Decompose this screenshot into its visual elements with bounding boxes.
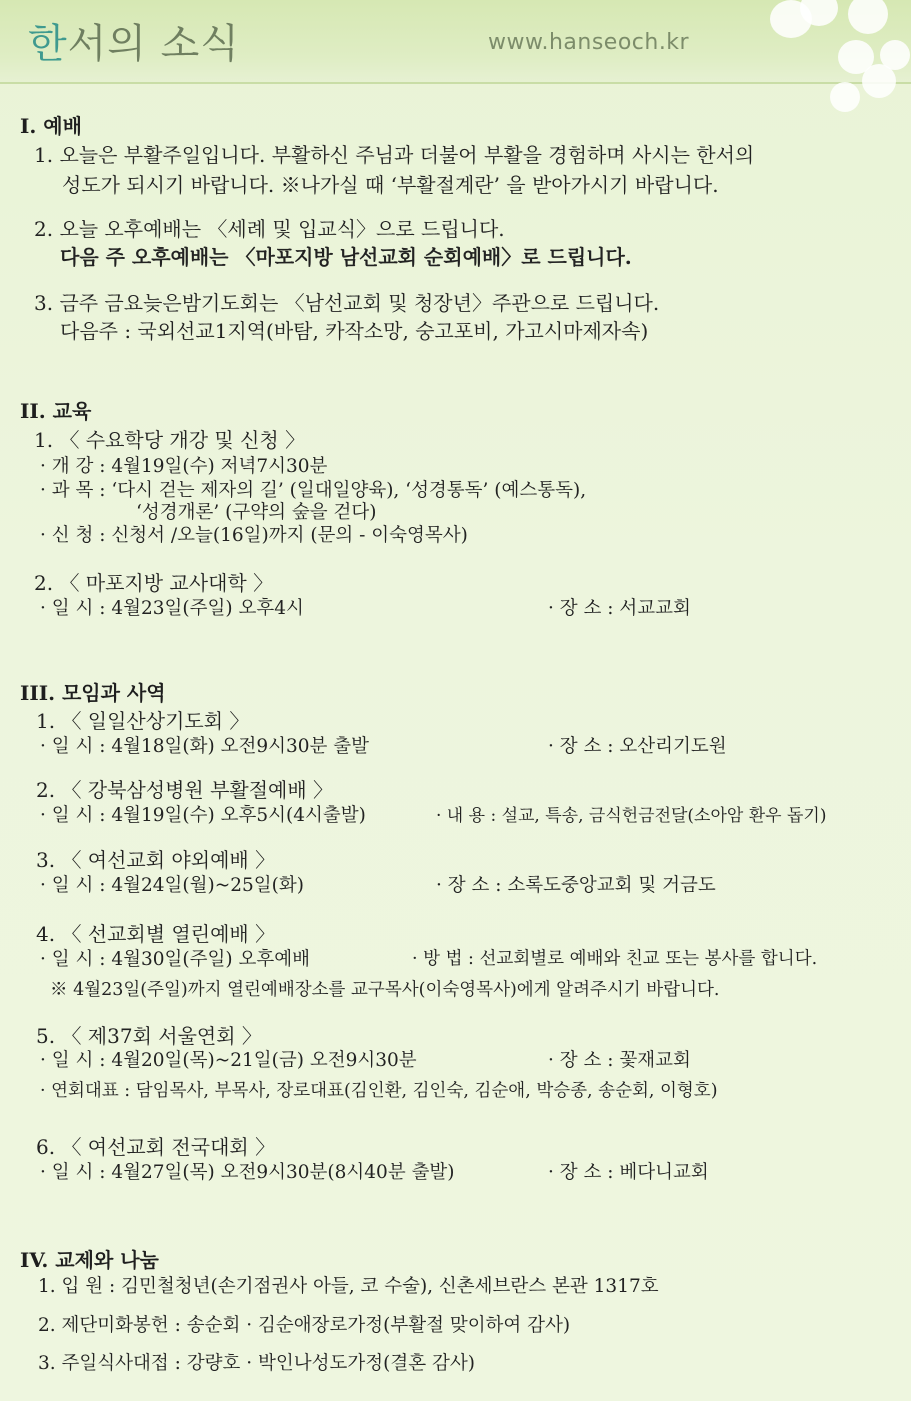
meeting-item-1-title: 1. 〈 일일산상기도회 〉 — [36, 709, 250, 733]
section-title-fellowship: IV. 교제와 나눔 — [20, 1248, 159, 1272]
title-rest: 서의 소식 — [67, 21, 240, 67]
worship-item-1-line-1: 1. 오늘은 부활주일입니다. 부활하신 주님과 더불어 부활을 경험하며 사시는 한서의 — [34, 143, 755, 167]
education-item-1-subjects: · 과 목 : ‘다시 걷는 제자의 길’ (일대일양육), ‘성경통독’ (예스통독), — [40, 480, 587, 501]
meeting-item-1-date: · 일 시 : 4월18일(화) 오전9시30분 출발 — [40, 736, 370, 757]
education-item-2-date: · 일 시 : 4월23일(주일) 오후4시 — [40, 598, 304, 619]
worship-item-2-line-2: 다음 주 오후예배는 〈마포지방 남선교회 순회예배〉로 드립니다. — [60, 245, 632, 269]
meeting-item-2-title: 2. 〈 강북삼성병원 부활절예배 〉 — [36, 778, 334, 802]
meeting-item-4-note: ※ 4월23일(주일)까지 열린예배장소를 교구목사(이숙영목사)에게 알려주시기 바랍니다. — [50, 980, 720, 1000]
worship-item-2-line-1: 2. 오늘 오후예배는 〈세례 및 입교식〉으로 드립니다. — [34, 217, 505, 241]
education-item-1-apply: · 신 청 : 신청서 /오늘(16일)까지 (문의 - 이숙영목사) — [40, 525, 468, 546]
section-title-education: II. 교육 — [20, 399, 92, 423]
meeting-item-6-date: · 일 시 : 4월27일(목) 오전9시30분(8시40분 출발) — [40, 1162, 455, 1183]
meeting-item-4-method: · 방 법 : 선교회별로 예배와 친교 또는 봉사를 합니다. — [412, 949, 818, 969]
section-title-worship: I. 예배 — [20, 114, 82, 138]
education-item-1-date: · 개 강 : 4월19일(수) 저녁7시30분 — [40, 456, 328, 477]
fellowship-item-2: 2. 제단미화봉헌 : 송순회 · 김순애장로가정(부활절 맞이하여 감사) — [38, 1315, 571, 1336]
fellowship-item-1: 1. 입 원 : 김민철청년(손기점권사 아들, 코 수술), 신촌세브란스 본관 1317호 — [38, 1276, 659, 1297]
worship-item-3-line-2: 다음주 : 국외선교1지역(바탐, 카작소망, 숭고포비, 가고시마제자속) — [60, 319, 649, 343]
meeting-item-5-delegates: · 연회대표 : 담임목사, 부목사, 장로대표(김인환, 김인숙, 김순애, 박승종, 송순회, 이형호) — [40, 1081, 718, 1101]
meeting-item-4-date: · 일 시 : 4월30일(주일) 오후예배 — [40, 949, 310, 970]
education-item-1-subjects-cont: ‘성경개론’ (구약의 숲을 걷다) — [136, 502, 377, 523]
meeting-item-6-title: 6. 〈 여선교회 전국대회 〉 — [36, 1135, 276, 1159]
meeting-item-3-date: · 일 시 : 4월24일(월)~25일(화) — [40, 875, 304, 896]
meeting-item-5-title: 5. 〈 제37회 서울연회 〉 — [36, 1024, 262, 1048]
section-title-meetings: III. 모임과 사역 — [20, 681, 166, 705]
meeting-item-6-place: · 장 소 : 베다니교회 — [548, 1162, 709, 1183]
meeting-item-3-title: 3. 〈 여선교회 야외예배 〉 — [36, 848, 276, 872]
fellowship-item-3: 3. 주일식사대접 : 강량호 · 박인나성도가정(결혼 감사) — [38, 1353, 475, 1374]
meeting-item-4-title: 4. 〈 선교회별 열린예배 〉 — [36, 922, 276, 946]
website-url: www.hanseoch.kr — [488, 30, 690, 55]
meeting-item-5-date: · 일 시 : 4월20일(목)~21일(금) 오전9시30분 — [40, 1050, 417, 1071]
title-highlight: 한 — [28, 21, 68, 67]
worship-item-3-line-1: 3. 금주 금요늦은밤기도회는 〈남선교회 및 청장년〉주관으로 드립니다. — [34, 291, 660, 315]
meeting-item-3-place: · 장 소 : 소록도중앙교회 및 거금도 — [436, 875, 716, 896]
education-item-1-title: 1. 〈 수요학당 개강 및 신청 〉 — [34, 428, 306, 452]
education-item-2-place: · 장 소 : 서교교회 — [548, 598, 691, 619]
worship-item-1-line-2: 성도가 되시기 바랍니다. ※나가실 때 ‘부활절계란’ 을 받아가시기 바랍니다. — [62, 173, 719, 197]
meeting-item-2-date: · 일 시 : 4월19일(수) 오후5시(4시출발) — [40, 805, 366, 826]
meeting-item-5-place: · 장 소 : 꽃재교회 — [548, 1050, 691, 1071]
education-item-2-title: 2. 〈 마포지방 교사대학 〉 — [34, 571, 274, 595]
meeting-item-2-content: · 내 용 : 설교, 특송, 금식헌금전달(소아암 환우 돕기) — [436, 806, 827, 826]
meeting-item-1-place: · 장 소 : 오산리기도원 — [548, 736, 727, 757]
